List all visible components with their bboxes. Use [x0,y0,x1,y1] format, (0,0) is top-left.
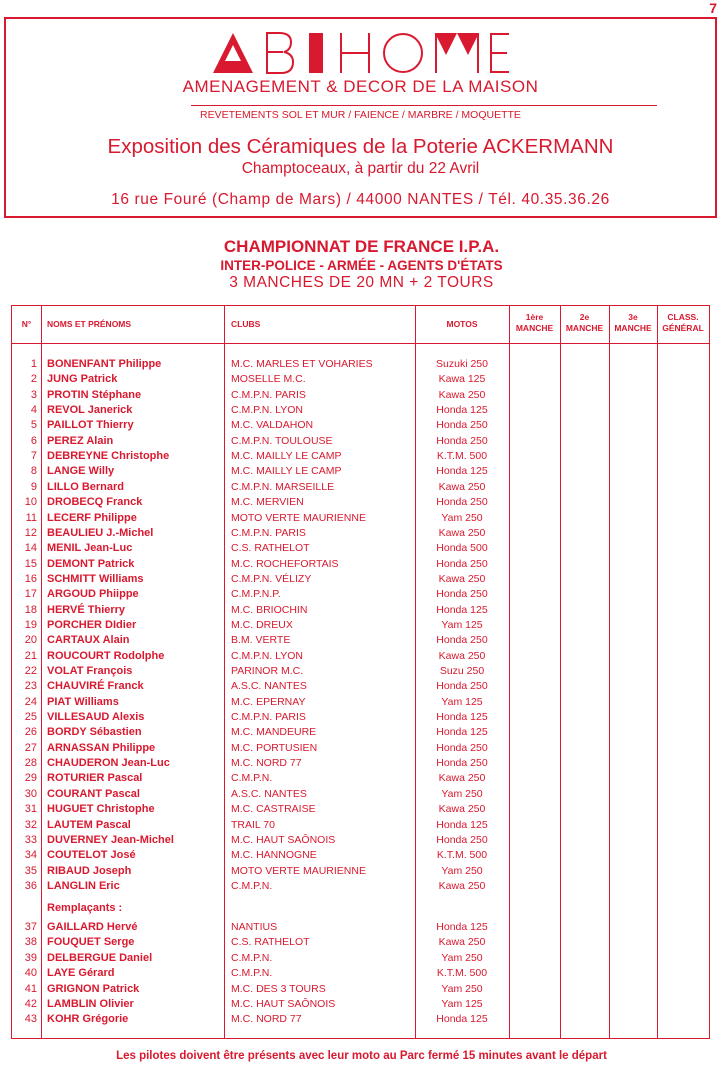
rider-moto: Suzu 250 [439,665,485,677]
rider-moto: Yam 250 [441,511,483,524]
rider-number: 15 [24,557,37,570]
rider-club: M.C. NORD 77 [231,1013,302,1026]
rider-club: NANTIUS [231,921,278,933]
rider-name: GRIGNON Patrick [47,982,140,995]
rider-name: DUVERNEY Jean-Michel [47,833,174,846]
rider-name: DELBERGUE Daniel [47,951,153,964]
table-row [12,464,709,478]
rider-club: M.C. MERVIEN [231,496,304,509]
table-row [12,951,709,965]
rider-number: 20 [24,634,37,647]
rider-name: PROTIN Stéphane [47,388,142,401]
rider-moto: Honda 125 [436,818,488,831]
header-manche1: MANCHE [515,323,554,333]
rider-number: 42 [24,998,37,1010]
rider-club: M.C. HAUT SAÔNOIS [231,998,336,1010]
rider-number: 40 [24,967,37,980]
rider-club: M.C. MAILLY LE CAMP [231,465,342,478]
rider-club: PARINOR M.C. [231,665,304,677]
table-row [12,818,709,832]
rider-moto: Honda 250 [436,588,488,601]
rider-name: RIBAUD Joseph [47,864,132,877]
rider-number: 38 [24,936,37,949]
rider-number: 18 [24,603,37,616]
rider-moto: Honda 250 [436,419,488,432]
table-row [12,603,709,617]
table-row [12,388,709,402]
rider-club: C.M.P.N. PARIS [231,388,306,401]
table-row [12,966,709,980]
rider-club: C.M.P.N. MARSEILLE [231,480,335,493]
rider-club: M.C. VALDAHON [231,419,314,432]
rider-number: 7 [30,450,37,463]
rider-number: 16 [24,572,37,585]
rider-moto: Kawa 250 [438,388,486,401]
rider-moto: Yam 250 [441,982,483,995]
table-row [12,756,709,770]
rider-club: C.M.P.N. PARIS [231,711,306,724]
rider-name: BONENFANT Philippe [47,358,162,370]
rider-name: ARGOUD Phiippe [47,588,139,601]
rider-moto: Honda 125 [436,404,488,417]
rider-moto: Kawa 250 [438,803,486,816]
rider-number: 27 [24,741,37,754]
rider-moto: K.T.M. 500 [436,967,488,980]
header-motos: MOTOS [446,319,478,329]
rider-moto: Honda 125 [436,726,488,739]
rider-club: M.C. NORD 77 [231,757,302,770]
rider-number: 32 [24,818,37,831]
rider-moto: Yam 125 [441,998,483,1010]
rider-moto: Honda 125 [436,603,488,616]
rider-name: HERVÉ Thierry [47,603,126,616]
header-divider [12,343,709,344]
rider-name: VILLESAUD Alexis [47,711,145,724]
table-row [12,833,709,847]
rider-name: MENIL Jean-Luc [47,542,133,555]
header-num: N° [21,319,32,329]
table-row [12,434,709,448]
substitutes-label: Remplaçants : [47,902,123,914]
rider-name: COURANT Pascal [47,787,140,800]
table-row [12,935,709,949]
rider-name: SCHMITT Williams [47,572,144,585]
rider-name: LANGLIN Eric [47,879,120,892]
rider-club: M.C. DREUX [231,618,293,631]
ad-address: 16 rue Fouré (Champ de Mars) / 44000 NANTES / Tél. 40.35.36.26 [111,191,610,208]
rider-club: C.M.P.N. [231,951,273,964]
rider-number: 8 [30,465,37,478]
rider-moto: Honda 125 [436,465,488,478]
table-row [12,480,709,494]
rider-club: A.S.C. NANTES [231,680,307,693]
rider-moto: Honda 250 [436,680,488,693]
rider-moto: Kawa 250 [438,772,486,785]
header-manche1-top: 1ère [525,312,544,322]
rider-moto: Yam 250 [441,864,483,877]
rider-name: DEBREYNE Christophe [47,450,170,463]
rider-name: DROBECQ Franck [47,496,143,509]
table-row [12,357,709,371]
rider-club: C.M.P.N. VÉLIZY [231,572,312,585]
table-row [12,449,709,463]
page-number: 7 [709,0,717,16]
table-row [12,982,709,996]
rider-name: FOUQUET Serge [47,936,135,949]
rider-name: ROTURIER Pascal [47,772,143,785]
table-row [12,771,709,785]
rider-number: 12 [24,526,37,539]
rider-number: 14 [24,542,37,555]
rider-name: BEAULIEU J.-Michel [47,526,154,539]
rider-name: PEREZ Alain [47,434,114,447]
rider-name: LECERF Philippe [47,511,137,524]
rider-name: COUTELOT José [47,849,136,862]
rider-number: 22 [24,665,37,677]
rider-club: MOTO VERTE MAURIENNE [231,511,366,524]
rider-number: 35 [24,864,37,877]
table-row [12,572,709,586]
table-row [12,725,709,739]
rider-number: 37 [24,921,37,933]
rider-club: MOTO VERTE MAURIENNE [231,864,366,877]
rider-club: C.M.P.N.P. [231,588,281,601]
rider-club: C.M.P.N. [231,967,273,980]
rider-moto: Honda 250 [436,757,488,770]
rider-number: 17 [24,588,37,601]
rider-number: 28 [24,757,37,770]
ad-location: Champtoceaux, à partir du 22 Avril [241,160,480,177]
rider-moto: Kawa 125 [438,373,486,386]
table-row [12,403,709,417]
rider-club: M.C. BRIOCHIN [231,603,308,616]
table-row [12,618,709,632]
table-row [12,879,709,893]
table-row [12,633,709,647]
rider-number: 6 [30,434,37,447]
rider-moto: Honda 250 [436,496,488,509]
table-row [12,710,709,724]
table-row [12,372,709,386]
table-row [12,920,709,934]
table-row [12,1012,709,1026]
rider-moto: Honda 125 [436,921,488,933]
rider-club: M.C. EPERNAY [231,695,306,708]
footer-notice: Les pilotes doivent être présents avec leur moto au Parc fermé 15 minutes avant le départ [116,1050,607,1062]
rider-name: ROUCOURT Rodolphe [47,649,165,662]
race-format: 3 MANCHES DE 20 MN + 2 TOURS [229,274,494,291]
rider-name: VOLAT François [47,665,133,677]
table-row [12,495,709,509]
rider-name: REVOL Janerick [47,404,133,417]
rider-moto: Honda 500 [436,542,488,555]
rider-number: 36 [24,879,37,892]
rider-club: C.S. RATHELOT [231,936,310,949]
table-row [12,864,709,878]
riders-table [11,305,710,1039]
header-class: GÉNÉRAL [662,323,704,333]
rider-moto: Kawa 250 [438,526,486,539]
rider-club: MOSELLE M.C. [231,373,306,386]
rider-number: 9 [30,480,37,493]
rider-club: C.M.P.N. LYON [231,649,303,662]
rider-number: 23 [24,680,37,693]
championship-title: CHAMPIONNAT DE FRANCE I.P.A. [223,237,500,256]
ad-services: REVETEMENTS SOL ET MUR / FAIENCE / MARBRE / MOQUETTE [200,109,521,121]
rider-moto: Honda 250 [436,634,488,647]
table-row [12,649,709,663]
rider-name: CHAUVIRÉ Franck [47,680,144,693]
rider-number: 2 [30,373,37,386]
header-manche3-top: 3e [628,312,638,322]
rider-number: 4 [30,404,37,417]
rider-number: 29 [24,772,37,785]
rider-number: 39 [24,951,37,964]
rider-club: M.C. MAILLY LE CAMP [231,450,342,463]
table-row [12,997,709,1011]
rider-moto: Honda 125 [436,1013,488,1026]
rider-name: HUGUET Christophe [47,803,155,816]
rider-moto: Yam 125 [441,618,483,631]
rider-moto: Suzuki 250 [436,358,488,370]
rider-name: PAILLOT Thierry [47,419,134,432]
rider-name: LILLO Bernard [47,480,125,493]
rider-club: C.M.P.N. PARIS [231,526,306,539]
rider-moto: K.T.M. 500 [436,849,488,862]
rider-name: GAILLARD Hervé [47,921,138,933]
rider-moto: Kawa 250 [438,649,486,662]
rider-number: 19 [24,618,37,631]
rider-club: C.M.P.N. LYON [231,404,303,417]
ad-divider [191,105,657,106]
rider-club: C.S. RATHELOT [231,542,310,555]
header-manche2: MANCHE [565,323,604,333]
rider-number: 31 [24,803,37,816]
rider-moto: Honda 250 [436,741,488,754]
rider-name: LAUTEM Pascal [47,818,131,831]
rider-moto: Kawa 250 [438,936,486,949]
rider-club: M.C. DES 3 TOURS [231,982,326,995]
rider-moto: Honda 125 [436,711,488,724]
rider-name: JUNG Patrick [47,373,118,386]
table-row [12,787,709,801]
rider-name: BORDY Sébastien [47,726,142,739]
abihome-logo [6,29,715,75]
header-names: NOMS ET PRÉNOMS [47,319,132,329]
rider-name: ARNASSAN Philippe [47,741,156,754]
rider-number: 43 [24,1013,37,1026]
table-row [12,802,709,816]
table-row [12,511,709,525]
rider-moto: K.T.M. 500 [436,450,488,463]
rider-number: 26 [24,726,37,739]
table-row [12,526,709,540]
table-row [12,679,709,693]
ad-tagline: AMENAGEMENT & DECOR DE LA MAISON [182,77,539,96]
rider-number: 3 [30,388,37,401]
table-row [12,695,709,709]
table-row [12,741,709,755]
rider-moto: Kawa 250 [438,480,486,493]
rider-number: 34 [24,849,37,862]
rider-name: DEMONT Patrick [47,557,135,570]
advertisement-box [4,17,717,218]
rider-number: 41 [24,982,37,995]
rider-name: LAMBLIN Olivier [47,998,134,1010]
rider-number: 11 [25,511,37,524]
rider-name: LAYE Gérard [47,967,115,980]
rider-club: M.C. PORTUSIEN [231,741,318,754]
header-manche2-top: 2e [579,312,590,322]
rider-name: PORCHER DIdier [47,618,137,631]
rider-club: C.M.P.N. [231,879,273,892]
rider-club: C.M.P.N. TOULOUSE [231,434,333,447]
rider-club: M.C. ROCHEFORTAIS [231,557,339,570]
rider-club: M.C. HANNOGNE [231,849,317,862]
rider-number: 33 [24,833,37,846]
rider-club: M.C. MARLES ET VOHARIES [231,358,373,370]
rider-moto: Honda 250 [436,434,488,447]
rider-moto: Yam 125 [441,695,483,708]
table-row [12,557,709,571]
rider-number: 5 [30,419,37,432]
rider-moto: Honda 250 [436,833,488,846]
rider-club: M.C. MANDEURE [231,726,317,739]
rider-club: A.S.C. NANTES [231,787,307,800]
rider-name: KOHR Grégorie [47,1013,129,1026]
rider-moto: Yam 250 [441,951,483,964]
ad-exposition: Exposition des Céramiques de la Poterie ACKERMANN [107,135,614,158]
rider-moto: Yam 250 [441,787,483,800]
rider-club: M.C. CASTRAISE [231,803,316,816]
rider-club: B.M. VERTE [231,634,291,647]
rider-moto: Kawa 250 [438,879,486,892]
rider-number: 25 [24,711,37,724]
rider-club: M.C. HAUT SAÔNOIS [231,833,336,846]
table-row [12,541,709,555]
rider-club: C.M.P.N. [231,772,273,785]
table-row [12,664,709,678]
rider-number: 1 [30,358,37,370]
header-manche3: MANCHE [614,323,652,333]
header-class-top: CLASS. [667,312,699,322]
rider-name: LANGE Willy [47,465,115,478]
rider-number: 21 [24,649,37,662]
rider-number: 30 [24,787,37,800]
rider-name: PIAT Williams [47,695,119,708]
table-row [12,587,709,601]
table-row [12,848,709,862]
header-clubs: CLUBS [231,319,261,329]
rider-club: TRAIL 70 [231,818,275,831]
championship-subtitle: INTER-POLICE - ARMÉE - AGENTS D'ÉTATS [220,258,503,273]
rider-number: 10 [24,496,37,509]
rider-moto: Kawa 250 [438,572,486,585]
rider-moto: Honda 250 [436,557,488,570]
rider-name: CARTAUX Alain [47,634,130,647]
rider-name: CHAUDERON Jean-Luc [47,757,170,770]
rider-number: 24 [24,695,37,708]
table-row [12,418,709,432]
